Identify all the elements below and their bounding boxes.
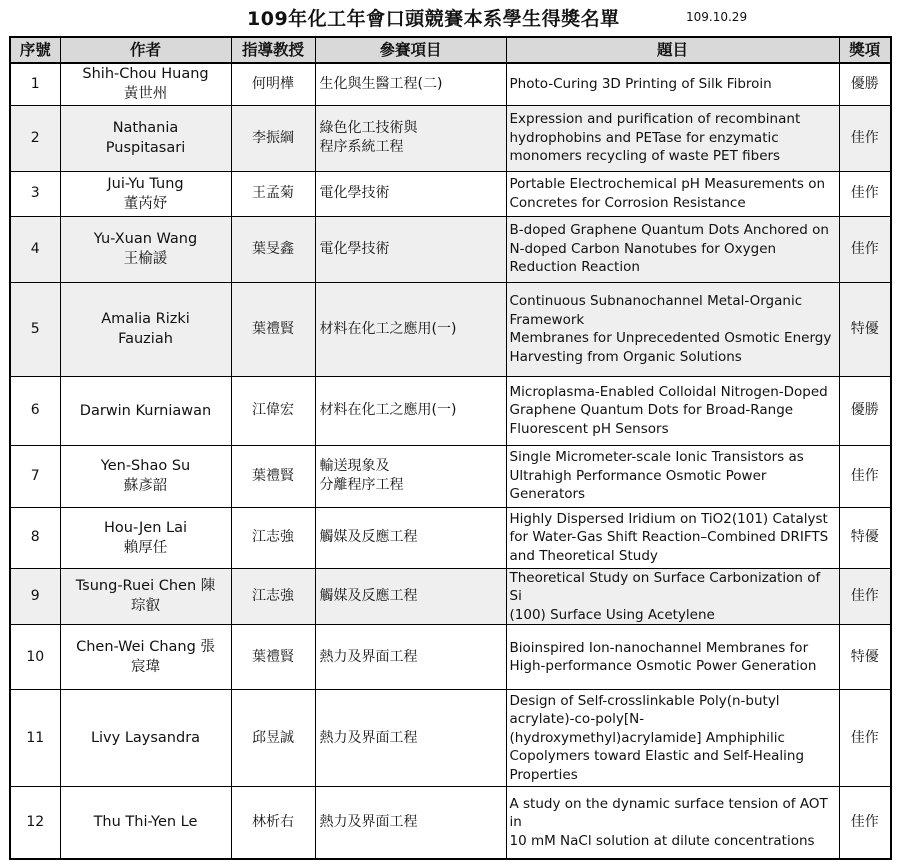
topic-line: Harvesting from Organic Solutions (509, 348, 742, 365)
topic-line: Graphene Quantum Dots for Broad-Range (509, 402, 794, 419)
serial-number-cell: 2 (10, 105, 60, 171)
table-row (10, 787, 891, 859)
award-cell: 優勝 (839, 376, 891, 445)
topic-cell (506, 625, 839, 690)
advisor-cell: 江偉宏 (231, 376, 315, 445)
category-line: 熱力及界面工程 (319, 648, 418, 665)
table-row (10, 568, 891, 625)
serial-number-cell: 9 (10, 568, 60, 625)
serial-number-cell: 8 (10, 507, 60, 568)
author-cell (60, 171, 231, 216)
topic-line: Portable Electrochemical pH Measurements on (509, 176, 826, 192)
topic-line: 10 mM NaCl solution at dilute concentrations (509, 832, 815, 849)
topic-cell (506, 282, 839, 376)
award-cell: 特優 (839, 625, 891, 690)
category-cell (315, 690, 506, 787)
serial-number-cell: 6 (10, 376, 60, 445)
topic-line: N-doped Carbon Nanotubes for Oxygen (509, 240, 777, 257)
topic-line: B-doped Graphene Quantum Dots Anchored on (509, 222, 829, 239)
advisor-cell: 葉禮賢 (231, 282, 315, 376)
topic-line: Reduction Reaction (509, 259, 640, 276)
category-cell (315, 507, 506, 568)
topic-line: Single Micrometer-scale Ionic Transistors as (509, 449, 804, 466)
topic-cell (506, 63, 839, 105)
serial-number-cell: 7 (10, 445, 60, 507)
author-cell (60, 690, 231, 787)
topic-cell (506, 507, 839, 568)
topic-line: High-performance Osmotic Power Generation (509, 658, 817, 674)
topic-line: Continuous Subnanochannel Metal-Organic (509, 293, 803, 309)
category-cell (315, 445, 506, 507)
author-name: 王榆諼 (123, 251, 168, 267)
author-name: 宸瑋 (131, 659, 160, 675)
award-cell: 佳作 (839, 445, 891, 507)
author-cell (60, 63, 231, 105)
topic-line: (100) Surface Using Acetylene (509, 606, 715, 623)
author-name: Amalia Rizki (101, 311, 190, 327)
page-title: 109年化工年會口頭競賽本系學生得獎名單 (247, 8, 620, 30)
topic-line: hydrophobins and PETase for enzymatic (509, 129, 779, 146)
table-row (10, 216, 891, 282)
category-line: 分離程序工程 (319, 477, 404, 493)
category-line: 材料在化工之應用(一) (319, 402, 457, 418)
category-cell (315, 63, 506, 105)
topic-line: for Water-Gas Shift Reaction–Combined DRIFTS (509, 529, 829, 546)
author-name: Darwin Kurniawan (79, 402, 212, 419)
author-cell (60, 376, 231, 445)
author-name: 賴厚任 (123, 539, 168, 556)
advisor-cell: 葉禮賢 (231, 445, 315, 507)
author-name: Shih-Chou Huang (82, 66, 209, 83)
author-name: Fauziah (118, 331, 173, 347)
author-name: 蘇彥韶 (123, 478, 168, 494)
author-name: Yen-Shao Su (100, 458, 191, 474)
advisor-cell: 葉禮賢 (231, 625, 315, 690)
header-topic: 題目 (506, 37, 839, 63)
category-cell (315, 105, 506, 171)
author-name: Livy Laysandra (90, 730, 201, 746)
table-row (10, 625, 891, 690)
award-cell: 特優 (839, 282, 891, 376)
topic-line: Expression and purification of recombinant (509, 111, 801, 128)
award-cell: 佳作 (839, 105, 891, 171)
topic-line: Properties (509, 766, 578, 783)
header-serial: 序號 (10, 37, 60, 63)
table-row (10, 445, 891, 507)
topic-line: Framework (509, 311, 585, 328)
topic-line: monomers recycling of waste PET fibers (509, 148, 781, 165)
category-line: 電化學技術 (319, 240, 390, 257)
topic-line: Concretes for Corrosion Resistance (509, 194, 746, 211)
author-cell (60, 625, 231, 690)
topic-line: Ultrahigh Performance Osmotic Power (509, 467, 767, 484)
award-cell: 佳作 (839, 690, 891, 787)
topic-line: Generators (509, 486, 586, 503)
topic-line: Bioinspired Ion-nanochannel Membranes for (509, 639, 809, 656)
advisor-cell: 江志強 (231, 568, 315, 625)
author-name: Puspitasari (105, 140, 186, 156)
author-name: Hou-Jen Lai (104, 519, 187, 536)
category-cell (315, 625, 506, 690)
serial-number-cell: 12 (10, 787, 60, 859)
topic-line: acrylate)-co-poly[N- (509, 711, 645, 728)
category-cell (315, 376, 506, 445)
table-body (10, 63, 891, 859)
advisor-cell: 何明樺 (231, 63, 315, 105)
serial-number-cell: 3 (10, 171, 60, 216)
category-line: 觸媒及反應工程 (319, 529, 418, 545)
serial-number-cell: 5 (10, 282, 60, 376)
award-table (9, 36, 892, 860)
category-line: 生化與生醫工程(二) (319, 75, 443, 92)
topic-line: Design of Self-crosslinkable Poly(n-butyl (509, 692, 780, 709)
title-bar (0, 0, 901, 36)
category-line: 電化學技術 (319, 185, 390, 201)
author-name: Yu-Xuan Wang (93, 231, 198, 247)
award-cell: 優勝 (839, 63, 891, 105)
topic-cell (506, 171, 839, 216)
author-cell (60, 445, 231, 507)
serial-number-cell: 11 (10, 690, 60, 787)
category-line: 熱力及界面工程 (319, 729, 418, 746)
table-row (10, 690, 891, 787)
author-name: Thu Thi-Yen Le (93, 814, 198, 831)
award-cell: 佳作 (839, 787, 891, 859)
header-category: 參賽項目 (315, 37, 506, 63)
category-cell (315, 171, 506, 216)
category-line: 觸媒及反應工程 (319, 587, 418, 604)
serial-number-cell: 10 (10, 625, 60, 690)
serial-number-cell: 1 (10, 63, 60, 105)
table-row (10, 63, 891, 105)
topic-line: Copolymers toward Elastic and Self-Healing (509, 748, 805, 765)
award-cell: 佳作 (839, 216, 891, 282)
category-cell (315, 568, 506, 625)
category-line: 材料在化工之應用(一) (319, 320, 457, 337)
header-award: 獎項 (839, 37, 891, 63)
topic-line: Microplasma-Enabled Colloidal Nitrogen-Doped (509, 383, 828, 400)
author-cell (60, 282, 231, 376)
category-line: 輸送現象及 (319, 458, 390, 474)
topic-line: Highly Dispersed Iridium on TiO2(101) Catalyst (509, 510, 828, 527)
topic-cell (506, 787, 839, 859)
author-name: 琮叡 (131, 598, 160, 615)
topic-line: Theoretical Study on Surface Carbonization of Si (509, 569, 821, 604)
topic-line: Fluorescent pH Sensors (509, 420, 669, 437)
award-cell: 佳作 (839, 568, 891, 625)
table-row (10, 282, 891, 376)
author-name: Nathania (112, 120, 179, 136)
topic-cell (506, 105, 839, 171)
topic-cell (506, 445, 839, 507)
table-row (10, 105, 891, 171)
date-label: 109.10.29 (686, 10, 748, 24)
topic-cell (506, 216, 839, 282)
topic-line: Photo-Curing 3D Printing of Silk Fibroin (509, 76, 772, 92)
category-cell (315, 787, 506, 859)
advisor-cell: 林析右 (231, 787, 315, 859)
author-cell (60, 105, 231, 171)
advisor-cell: 葉旻鑫 (231, 216, 315, 282)
author-cell (60, 568, 231, 625)
advisor-cell: 邱昱誠 (231, 690, 315, 787)
author-name: Tsung-Ruei Chen 陳 (75, 578, 216, 595)
table-row (10, 171, 891, 216)
author-cell (60, 507, 231, 568)
author-name: Jui-Yu Tung (107, 175, 184, 192)
topic-cell (506, 690, 839, 787)
topic-line: Membranes for Unprecedented Osmotic Energy (509, 330, 832, 346)
award-cell: 特優 (839, 507, 891, 568)
topic-line: (hydroxymethyl)acrylamide] Amphiphilic (509, 729, 785, 746)
author-name: 董芮妤 (123, 195, 168, 212)
table-row (10, 376, 891, 445)
category-line: 熱力及界面工程 (319, 813, 418, 830)
topic-cell (506, 568, 839, 625)
topic-line: A study on the dynamic surface tension of AOT in (509, 795, 828, 830)
category-cell (315, 216, 506, 282)
advisor-cell: 王孟菊 (231, 171, 315, 216)
author-name: Chen-Wei Chang 張 (76, 639, 215, 655)
category-line: 程序系統工程 (319, 139, 404, 155)
advisor-cell: 江志強 (231, 507, 315, 568)
header-advisor: 指導教授 (231, 37, 315, 63)
author-cell (60, 216, 231, 282)
topic-line: and Theoretical Study (509, 547, 658, 564)
author-name: 黃世州 (123, 86, 168, 103)
category-cell (315, 282, 506, 376)
advisor-cell: 李振綱 (231, 105, 315, 171)
header-author: 作者 (60, 37, 231, 63)
topic-cell (506, 376, 839, 445)
table-header-row (10, 37, 891, 63)
serial-number-cell: 4 (10, 216, 60, 282)
category-line: 綠色化工技術與 (319, 120, 418, 136)
award-cell: 佳作 (839, 171, 891, 216)
table-row (10, 507, 891, 568)
author-cell (60, 787, 231, 859)
